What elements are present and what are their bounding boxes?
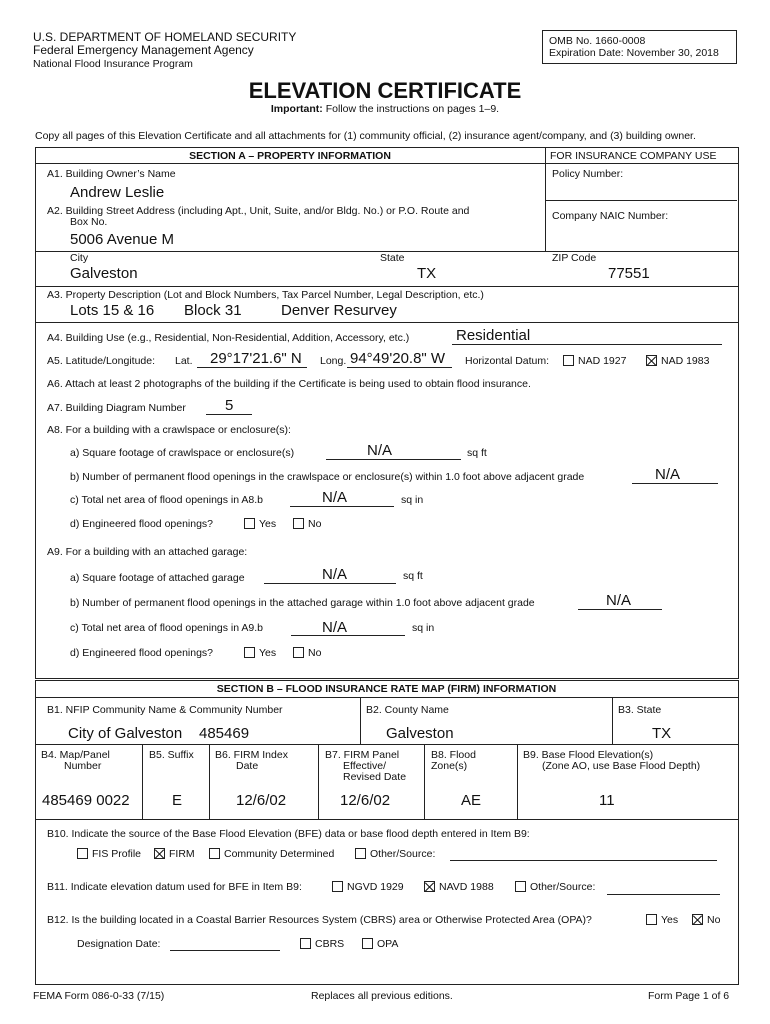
a9d-yes-option[interactable]: Yes bbox=[244, 647, 276, 659]
a2-street-address[interactable]: 5006 Avenue M bbox=[70, 231, 174, 248]
a9d-no-option[interactable]: No bbox=[293, 647, 321, 659]
a8-label: A8. For a building with a crawlspace or enclosure(s): bbox=[47, 424, 291, 436]
omb-number: OMB No. 1660-0008 bbox=[549, 35, 646, 47]
b3-label: B3. State bbox=[618, 704, 662, 716]
b12-no-checkbox[interactable] bbox=[692, 914, 703, 925]
a9a-label: a) Square footage of attached garage bbox=[70, 572, 245, 584]
b12-yes-option[interactable]: Yes bbox=[646, 914, 678, 926]
b6-label-cont: Date bbox=[236, 760, 259, 772]
a3-block[interactable]: Block 31 bbox=[184, 302, 242, 319]
b10-label: B10. Indicate the source of the Base Flood Elevation (BFE) data or base flood depth entered in Item B9: bbox=[47, 828, 530, 840]
b3-state[interactable]: TX bbox=[652, 725, 672, 742]
b8-label-cont: Zone(s) bbox=[431, 760, 468, 772]
a1-owner-name[interactable]: Andrew Leslie bbox=[70, 184, 165, 201]
b11-other-option[interactable]: Other/Source: bbox=[515, 881, 595, 893]
designation-date-field[interactable] bbox=[170, 950, 280, 951]
horizontal-datum-label: Horizontal Datum: bbox=[465, 355, 550, 367]
b10-other-field[interactable] bbox=[450, 860, 717, 861]
cbrs-option[interactable]: CBRS bbox=[300, 938, 344, 950]
a9c-label: c) Total net area of flood openings in A9.b bbox=[70, 622, 264, 634]
a8a-value[interactable]: N/A bbox=[367, 442, 393, 459]
state-label: State bbox=[380, 252, 405, 264]
b8-flood-zone[interactable]: AE bbox=[461, 792, 482, 809]
designation-date-label: Designation Date: bbox=[77, 938, 161, 950]
expiration-date: Expiration Date: November 30, 2018 bbox=[549, 47, 719, 59]
a8d-yes-checkbox[interactable] bbox=[244, 518, 255, 529]
a8b-value[interactable]: N/A bbox=[655, 466, 681, 483]
a4-label: A4. Building Use (e.g., Residential, Non-Residential, Addition, Accessory, etc.) bbox=[47, 332, 410, 344]
b12-no-option[interactable]: No bbox=[692, 914, 720, 926]
a9d-no-checkbox[interactable] bbox=[293, 647, 304, 658]
nad1927-checkbox[interactable] bbox=[563, 355, 574, 366]
b6-firm-index-date[interactable]: 12/6/02 bbox=[236, 792, 287, 809]
b4-label: B4. Map/Panel bbox=[41, 749, 110, 761]
a8d-yes-option[interactable]: Yes bbox=[244, 518, 276, 530]
nad1927-option[interactable]: NAD 1927 bbox=[563, 355, 626, 367]
b2-county-name[interactable]: Galveston bbox=[386, 725, 454, 742]
a9d-yes-checkbox[interactable] bbox=[244, 647, 255, 658]
a4-building-use[interactable]: Residential bbox=[456, 327, 531, 344]
b10-other-option[interactable]: Other/Source: bbox=[355, 848, 435, 860]
a1-label: A1. Building Owner’s Name bbox=[47, 168, 176, 180]
zip-label: ZIP Code bbox=[552, 252, 597, 264]
insurance-use-heading: FOR INSURANCE COMPANY USE bbox=[550, 150, 717, 162]
b5-suffix[interactable]: E bbox=[172, 792, 183, 809]
b11-ngvd-option[interactable]: NGVD 1929 bbox=[332, 881, 404, 893]
a8d-no-checkbox[interactable] bbox=[293, 518, 304, 529]
lat-label: Lat. bbox=[175, 355, 193, 367]
b1-label: B1. NFIP Community Name & Community Number bbox=[47, 704, 283, 716]
b11-navd-option[interactable]: NAVD 1988 bbox=[424, 881, 494, 893]
b10-fis-option[interactable]: FIS Profile bbox=[77, 848, 141, 860]
b9-label-cont: (Zone AO, use Base Flood Depth) bbox=[542, 760, 701, 772]
a8c-value[interactable]: N/A bbox=[322, 489, 348, 506]
a8a-unit: sq ft bbox=[467, 447, 487, 459]
a7-diagram-number[interactable]: 5 bbox=[225, 397, 234, 414]
b4-label-cont: Number bbox=[64, 760, 102, 772]
nad1983-checkbox[interactable] bbox=[646, 355, 657, 366]
b9-base-flood-elevation[interactable]: 11 bbox=[599, 792, 615, 809]
form-number: FEMA Form 086-0-33 (7/15) bbox=[33, 990, 165, 1002]
zip-value[interactable]: 77551 bbox=[608, 265, 650, 282]
a2-label: A2. Building Street Address (including Apt., Unit, Suite, and/or Bldg. No.) or P.O. Route and bbox=[47, 205, 470, 217]
b10-firm-checkbox[interactable] bbox=[154, 848, 165, 859]
b10-firm-option[interactable]: FIRM bbox=[154, 848, 195, 860]
a3-subdivision[interactable]: Denver Resurvey bbox=[281, 302, 397, 319]
b12-yes-checkbox[interactable] bbox=[646, 914, 657, 925]
b10-fis-checkbox[interactable] bbox=[77, 848, 88, 859]
a8b-label: b) Number of permanent flood openings in the crawlspace or enclosure(s) within 1.0 foot above adjacent grade bbox=[70, 471, 585, 483]
b11-other-field[interactable] bbox=[607, 894, 720, 895]
b12-label: B12. Is the building located in a Coastal Barrier Resources System (CBRS) area or Otherwise Protected Area (OPA)? bbox=[47, 914, 592, 926]
b8-label: B8. Flood bbox=[431, 749, 476, 761]
agency-name: U.S. DEPARTMENT OF HOMELAND SECURITY bbox=[33, 30, 297, 44]
naic-label: Company NAIC Number: bbox=[552, 210, 669, 222]
a8d-label: d) Engineered flood openings? bbox=[70, 518, 214, 530]
a5-label: A5. Latitude/Longitude: bbox=[47, 355, 156, 367]
a2-label-cont: Box No. bbox=[70, 216, 108, 228]
city-value[interactable]: Galveston bbox=[70, 265, 138, 282]
policy-number-label: Policy Number: bbox=[552, 168, 624, 180]
a3-label: A3. Property Description (Lot and Block Numbers, Tax Parcel Number, Legal Description, etc.) bbox=[47, 289, 484, 301]
page-title: ELEVATION CERTIFICATE bbox=[248, 78, 522, 103]
a8a-label: a) Square footage of crawlspace or enclosure(s) bbox=[70, 447, 295, 459]
page-number: Form Page 1 of 6 bbox=[648, 990, 730, 1002]
nad1983-option[interactable]: NAD 1983 bbox=[646, 355, 709, 367]
b1-community-name[interactable]: City of Galveston bbox=[68, 725, 183, 742]
opa-option[interactable]: OPA bbox=[362, 938, 398, 950]
long-label: Long. bbox=[320, 355, 347, 367]
a9c-unit: sq in bbox=[412, 622, 435, 634]
a7-label: A7. Building Diagram Number bbox=[47, 402, 186, 414]
b2-label: B2. County Name bbox=[366, 704, 449, 716]
a8c-label: c) Total net area of flood openings in A8.b bbox=[70, 494, 264, 506]
important-note: Important: Follow the instructions on pages 1–9. bbox=[270, 103, 500, 115]
section-a-title: SECTION A – PROPERTY INFORMATION bbox=[189, 150, 391, 162]
city-label: City bbox=[70, 252, 89, 264]
b4-map-panel[interactable]: 485469 0022 bbox=[42, 792, 130, 809]
b11-ngvd-checkbox[interactable] bbox=[332, 881, 343, 892]
b7-label-cont2: Revised Date bbox=[343, 771, 407, 783]
replaces-note: Replaces all previous editions. bbox=[311, 990, 453, 1002]
b11-navd-checkbox[interactable] bbox=[424, 881, 435, 892]
agency-subname: Federal Emergency Management Agency bbox=[33, 43, 254, 57]
program-name: National Flood Insurance Program bbox=[33, 58, 193, 70]
b6-label: B6. FIRM Index bbox=[215, 749, 288, 761]
state-value[interactable]: TX bbox=[417, 265, 437, 282]
b7-label: B7. FIRM Panel bbox=[325, 749, 400, 761]
b11-other-checkbox[interactable] bbox=[515, 881, 526, 892]
a8d-no-option[interactable]: No bbox=[293, 518, 321, 530]
a9a-unit: sq ft bbox=[403, 570, 423, 582]
b7-firm-panel-date[interactable]: 12/6/02 bbox=[340, 792, 391, 809]
b11-label: B11. Indicate elevation datum used for BFE in Item B9: bbox=[47, 881, 302, 893]
a9d-label: d) Engineered flood openings? bbox=[70, 647, 214, 659]
a9a-value[interactable]: N/A bbox=[322, 566, 348, 583]
b10-community-option[interactable]: Community Determined bbox=[209, 848, 334, 860]
a9c-value[interactable]: N/A bbox=[322, 619, 348, 636]
opa-checkbox[interactable] bbox=[362, 938, 373, 949]
longitude-value[interactable]: 94°49'20.8" W bbox=[350, 350, 446, 367]
a9b-value[interactable]: N/A bbox=[606, 592, 632, 609]
b1-community-number[interactable]: 485469 bbox=[199, 725, 250, 742]
a8c-unit: sq in bbox=[401, 494, 424, 506]
latitude-value[interactable]: 29°17'21.6" N bbox=[210, 350, 302, 367]
b9-label: B9. Base Flood Elevation(s) bbox=[523, 749, 654, 761]
a9-label: A9. For a building with an attached garage: bbox=[47, 546, 248, 558]
section-b-title: SECTION B – FLOOD INSURANCE RATE MAP (FIRM) INFORMATION bbox=[216, 683, 557, 695]
cbrs-checkbox[interactable] bbox=[300, 938, 311, 949]
b10-community-checkbox[interactable] bbox=[209, 848, 220, 859]
b7-label-cont: Effective/ bbox=[343, 760, 386, 772]
a3-lots[interactable]: Lots 15 & 16 bbox=[70, 302, 155, 319]
a6-label: A6. Attach at least 2 photographs of the building if the Certificate is being used to obtain flood insurance. bbox=[47, 378, 531, 390]
b5-label: B5. Suffix bbox=[149, 749, 194, 761]
b10-other-checkbox[interactable] bbox=[355, 848, 366, 859]
a9b-label: b) Number of permanent flood openings in the attached garage within 1.0 foot above adjacent grade bbox=[70, 597, 535, 609]
copy-note: Copy all pages of this Elevation Certificate and all attachments for (1) community official, (2) insurance agent/company, and (3) building owner. bbox=[35, 130, 696, 142]
